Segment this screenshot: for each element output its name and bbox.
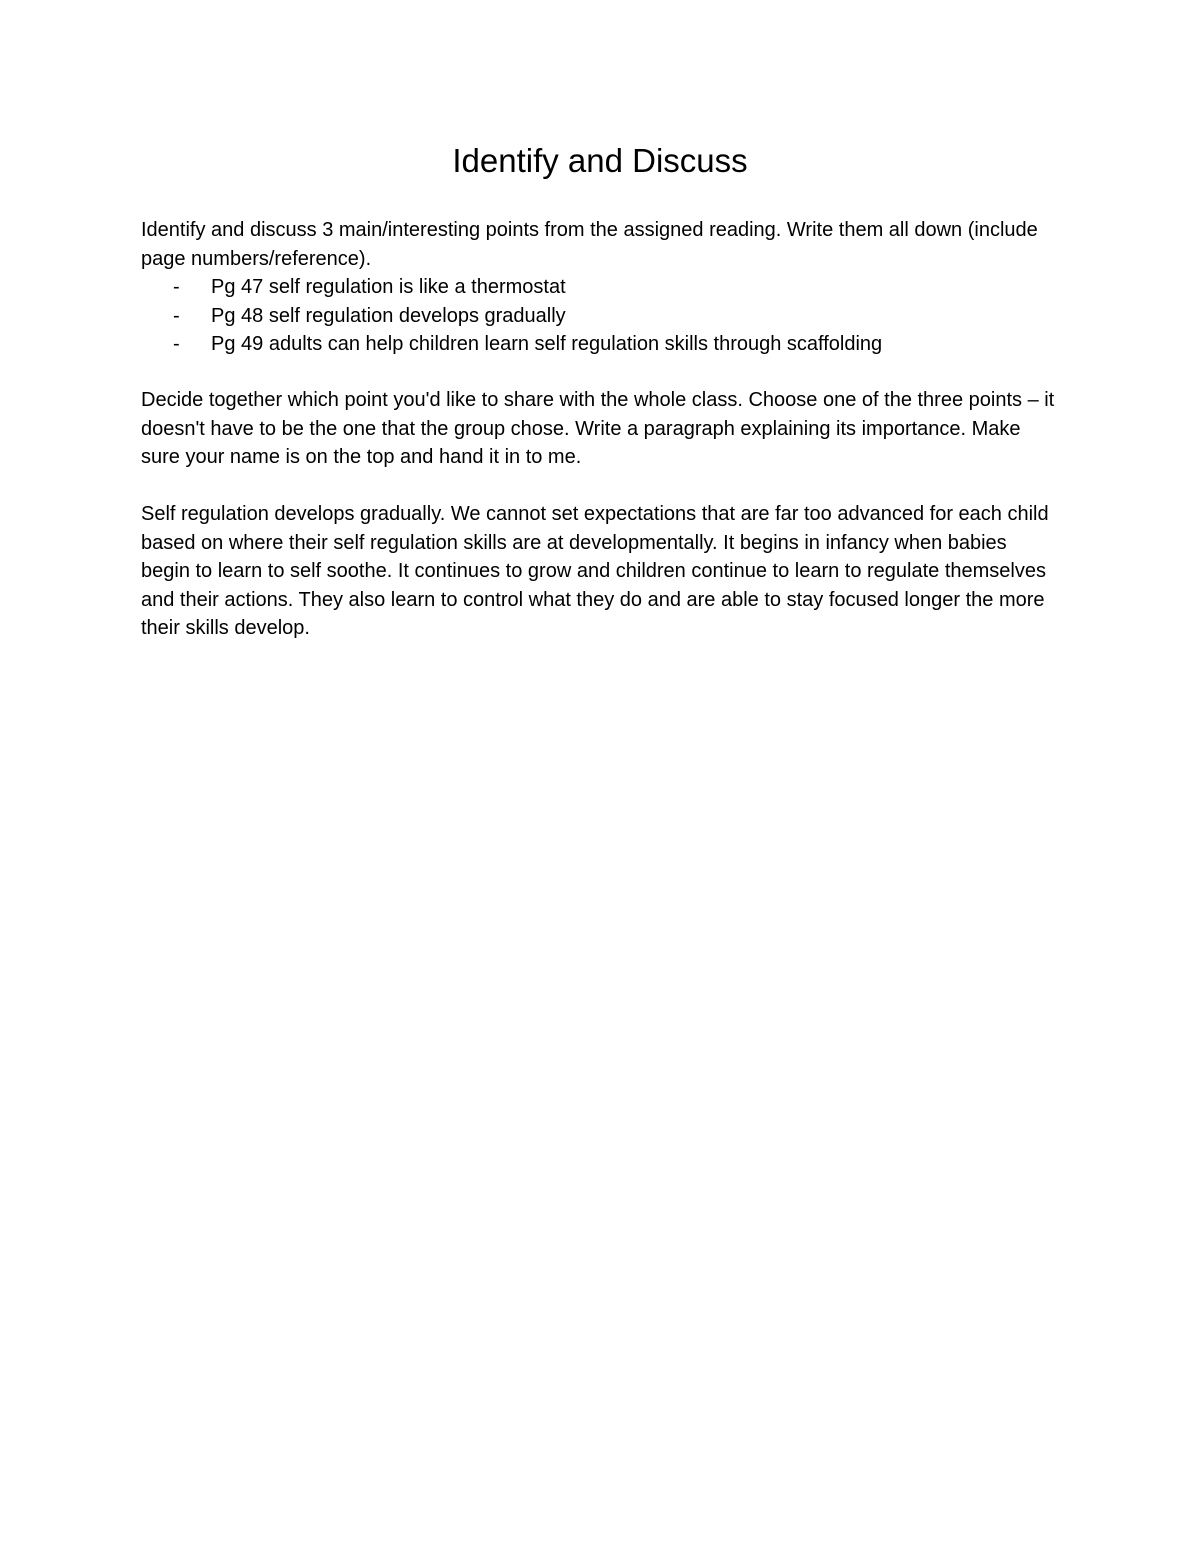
bullet-dash: - (173, 333, 180, 355)
list-item (141, 273, 1061, 302)
point-text: Pg 49 adults can help children learn self regulation skills through scaffolding (211, 333, 883, 355)
page-title: Identify and Discuss (452, 142, 748, 179)
list-item (141, 330, 1061, 359)
bullet-dash: - (173, 304, 180, 327)
point-text: Pg 47 self regulation is like a thermostat (211, 276, 566, 298)
bullet-dash: - (173, 276, 180, 298)
answer-paragraph: Self regulation develops gradually. We cannot set expectations that are far too advanced for each child based on where their self regulation skills are at developmentally. It begins in infancy when babies begin to learn to self soothe. It continues to grow and children continue to learn to regulate themselves and their actions. They also learn to control what they do and are able to stay focused longer the more their skills develop. (141, 503, 1049, 639)
intro-paragraph: Identify and discuss 3 main/interesting points from the assigned reading. Write them all down (include page numbers/reference). (141, 219, 1038, 270)
instructions-paragraph: Decide together which point you'd like to share with the whole class. Choose one of the three points – it doesn't have to be the one that the group chose. Write a paragraph explaining its importance. Make sure your name is on the top and hand it in to me. (141, 389, 1055, 468)
points-list (141, 273, 1061, 359)
point-text: Pg 48 self regulation develops gradually (211, 304, 566, 327)
list-item (141, 302, 1061, 331)
